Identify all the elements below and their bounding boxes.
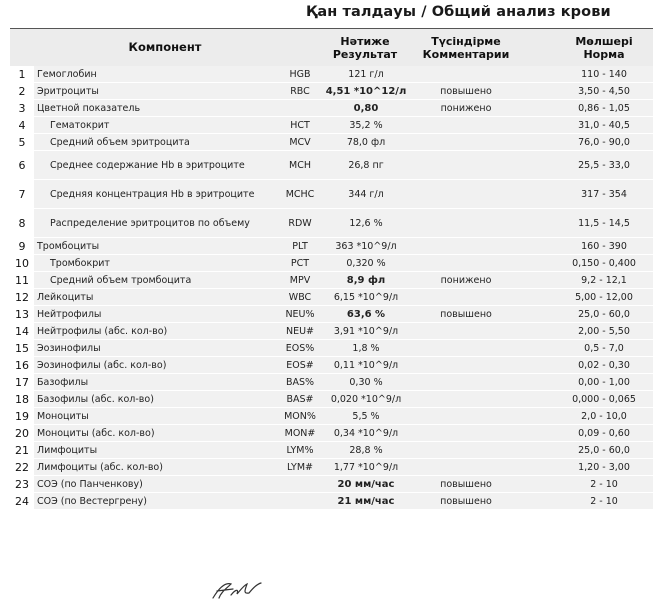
component-name: Тромбокрит bbox=[50, 257, 110, 269]
norm-range: 11,5 - 14,5 bbox=[578, 217, 630, 229]
comment bbox=[414, 289, 518, 305]
result-value: 63,6 % bbox=[346, 308, 386, 320]
component-code: NEU# bbox=[285, 325, 315, 337]
norm-range: 0,5 - 7,0 bbox=[584, 342, 624, 354]
table-row bbox=[10, 323, 653, 340]
row-number: 7 bbox=[10, 180, 34, 208]
component-code: RBC bbox=[290, 85, 310, 97]
component-code: MPV bbox=[289, 274, 311, 286]
comment bbox=[414, 209, 518, 237]
header-norm bbox=[558, 29, 650, 66]
result-value: 5,5 % bbox=[352, 410, 380, 422]
result-value: 78,0 фл bbox=[346, 136, 386, 148]
result-value: 0,34 *10^9/л bbox=[333, 427, 399, 439]
norm-range: 9,2 - 12,1 bbox=[581, 274, 627, 286]
comment bbox=[414, 391, 518, 407]
comment bbox=[414, 357, 518, 373]
component-name: Средний объем эритроцита bbox=[50, 136, 190, 148]
component-code: PCT bbox=[290, 257, 310, 269]
component-code: NEU% bbox=[285, 308, 315, 320]
component-name: Эозинофилы bbox=[37, 342, 101, 354]
comment: повышено bbox=[440, 308, 492, 320]
result-value: 0,11 *10^9/л bbox=[333, 359, 399, 371]
table-row bbox=[10, 340, 653, 357]
component-name: СОЭ (по Панченкову) bbox=[37, 478, 143, 490]
component-name: Базофилы (абс. кол-во) bbox=[37, 393, 154, 405]
component-name: Нейтрофилы (абс. кол-во) bbox=[37, 325, 168, 337]
component-name: Средняя концентрация Hb в эритроците bbox=[50, 188, 255, 200]
row-number: 22 bbox=[10, 459, 34, 475]
comment: понижено bbox=[440, 274, 492, 286]
result-value: 6,15 *10^9/л bbox=[333, 291, 399, 303]
table-row bbox=[10, 493, 653, 510]
row-number: 9 bbox=[10, 238, 34, 254]
comment bbox=[414, 340, 518, 356]
component-name: Эозинофилы (абс. кол-во) bbox=[37, 359, 167, 371]
row-number: 12 bbox=[10, 289, 34, 305]
component-name: Среднее содержание Hb в эритроците bbox=[50, 159, 245, 171]
row-number: 2 bbox=[10, 83, 34, 99]
comment bbox=[414, 180, 518, 208]
result-value: 344 г/л bbox=[348, 188, 384, 200]
norm-range: 2,0 - 10,0 bbox=[581, 410, 627, 422]
row-number: 3 bbox=[10, 100, 34, 116]
table-row bbox=[10, 238, 653, 255]
table-row bbox=[10, 255, 653, 272]
result-value: 26,8 пг bbox=[348, 159, 384, 171]
component-name: Базофилы bbox=[37, 376, 89, 388]
norm-range: 25,5 - 33,0 bbox=[578, 159, 630, 171]
component-code: MON% bbox=[284, 410, 316, 422]
row-number: 19 bbox=[10, 408, 34, 424]
row-number: 17 bbox=[10, 374, 34, 390]
norm-range: 0,09 - 0,60 bbox=[578, 427, 630, 439]
comment bbox=[414, 323, 518, 339]
result-value: 363 *10^9/л bbox=[335, 240, 397, 252]
result-value: 21 мм/час bbox=[337, 495, 395, 507]
signature bbox=[205, 580, 275, 600]
row-number: 20 bbox=[10, 425, 34, 441]
row-number: 15 bbox=[10, 340, 34, 356]
component-name: Нейтрофилы bbox=[37, 308, 102, 320]
component-code: BAS# bbox=[286, 393, 314, 405]
comment bbox=[414, 117, 518, 133]
result-value: 121 г/л bbox=[348, 68, 384, 80]
header-component bbox=[10, 29, 320, 66]
component-name: Лейкоциты bbox=[37, 291, 94, 303]
table-header bbox=[10, 28, 653, 67]
component-name: Лимфоциты (абс. кол-во) bbox=[37, 461, 163, 473]
norm-range: 0,000 - 0,065 bbox=[572, 393, 636, 405]
row-number: 4 bbox=[10, 117, 34, 133]
component-name: СОЭ (по Вестергрену) bbox=[37, 495, 147, 507]
component-code: WBC bbox=[288, 291, 312, 303]
table-row bbox=[10, 180, 653, 209]
table-row bbox=[10, 391, 653, 408]
component-code bbox=[270, 476, 330, 492]
component-code bbox=[270, 100, 330, 116]
component-code: HGB bbox=[289, 68, 311, 80]
norm-range: 2,00 - 5,50 bbox=[578, 325, 630, 337]
result-value: 8,9 фл bbox=[346, 274, 386, 286]
table-row bbox=[10, 408, 653, 425]
page-title: Қан талдауы / Общий анализ крови bbox=[306, 4, 611, 20]
comment bbox=[414, 134, 518, 150]
comment: понижено bbox=[440, 102, 492, 114]
component-code: MON# bbox=[284, 427, 316, 439]
row-number: 11 bbox=[10, 272, 34, 288]
norm-range: 25,0 - 60,0 bbox=[578, 444, 630, 456]
header-result-kz: Нәтиже bbox=[340, 34, 390, 48]
component-code: PLT bbox=[292, 240, 308, 252]
component-name: Распределение эритроцитов по объему bbox=[50, 217, 250, 229]
comment bbox=[414, 255, 518, 271]
norm-range: 31,0 - 40,5 bbox=[578, 119, 630, 131]
comment: повышено bbox=[440, 85, 492, 97]
table-row bbox=[10, 272, 653, 289]
result-value: 3,91 *10^9/л bbox=[333, 325, 399, 337]
table-row bbox=[10, 289, 653, 306]
norm-range: 76,0 - 90,0 bbox=[578, 136, 630, 148]
result-value: 28,8 % bbox=[349, 444, 383, 456]
norm-range: 110 - 140 bbox=[581, 68, 627, 80]
results-table bbox=[10, 66, 653, 510]
result-value: 0,020 *10^9/л bbox=[330, 393, 402, 405]
row-number: 1 bbox=[10, 66, 34, 82]
result-value: 1,77 *10^9/л bbox=[333, 461, 399, 473]
norm-range: 2 - 10 bbox=[590, 495, 618, 507]
table-row bbox=[10, 476, 653, 493]
table-row bbox=[10, 100, 653, 117]
table-row bbox=[10, 425, 653, 442]
result-value: 12,6 % bbox=[349, 217, 383, 229]
norm-range: 25,0 - 60,0 bbox=[578, 308, 630, 320]
row-number: 6 bbox=[10, 151, 34, 179]
result-value: 1,8 % bbox=[352, 342, 380, 354]
row-number: 8 bbox=[10, 209, 34, 237]
comment: повышено bbox=[440, 478, 492, 490]
table-row bbox=[10, 357, 653, 374]
norm-range: 2 - 10 bbox=[590, 478, 618, 490]
component-code: MCH bbox=[289, 159, 311, 171]
result-value: 0,30 % bbox=[349, 376, 383, 388]
component-code: EOS# bbox=[286, 359, 314, 371]
comment bbox=[414, 238, 518, 254]
norm-range: 0,150 - 0,400 bbox=[572, 257, 636, 269]
comment: повышено bbox=[440, 495, 492, 507]
norm-range: 5,00 - 12,00 bbox=[575, 291, 633, 303]
header-comment-ru: Комментарии bbox=[422, 47, 510, 61]
component-name: Моноциты (абс. кол-во) bbox=[37, 427, 155, 439]
norm-range: 0,02 - 0,30 bbox=[578, 359, 630, 371]
header-comment-kz: Түсіндірме bbox=[431, 34, 501, 48]
row-number: 5 bbox=[10, 134, 34, 150]
table-row bbox=[10, 66, 653, 83]
component-name: Средний объем тромбоцита bbox=[50, 274, 192, 286]
component-name: Гемоглобин bbox=[37, 68, 97, 80]
comment bbox=[414, 374, 518, 390]
component-name: Цветной показатель bbox=[37, 102, 141, 114]
row-number: 24 bbox=[10, 493, 34, 509]
component-name: Моноциты bbox=[37, 410, 89, 422]
norm-range: 0,86 - 1,05 bbox=[578, 102, 630, 114]
norm-range: 160 - 390 bbox=[581, 240, 627, 252]
result-value: 35,2 % bbox=[349, 119, 383, 131]
norm-range: 317 - 354 bbox=[581, 188, 627, 200]
result-value: 20 мм/час bbox=[337, 478, 395, 490]
row-number: 16 bbox=[10, 357, 34, 373]
component-code: LYM# bbox=[287, 461, 313, 473]
table-row bbox=[10, 374, 653, 391]
component-name: Гематокрит bbox=[50, 119, 110, 131]
component-name: Эритроциты bbox=[37, 85, 99, 97]
table-row bbox=[10, 209, 653, 238]
component-code: MCHC bbox=[285, 188, 315, 200]
table-row bbox=[10, 134, 653, 151]
row-number: 21 bbox=[10, 442, 34, 458]
component-code: RDW bbox=[288, 217, 312, 229]
table-row bbox=[10, 83, 653, 100]
comment bbox=[414, 425, 518, 441]
table-row bbox=[10, 151, 653, 180]
header-norm-kz: Мөлшері bbox=[575, 34, 633, 48]
component-code: LYM% bbox=[286, 444, 314, 456]
norm-range: 3,50 - 4,50 bbox=[578, 85, 630, 97]
comment bbox=[414, 151, 518, 179]
component-code: MCV bbox=[289, 136, 311, 148]
table-row bbox=[10, 306, 653, 323]
header-comment bbox=[414, 29, 518, 66]
result-value: 0,80 bbox=[353, 102, 379, 114]
result-value: 0,320 % bbox=[346, 257, 386, 269]
norm-range: 1,20 - 3,00 bbox=[578, 461, 630, 473]
comment bbox=[414, 66, 518, 82]
header-norm-ru: Норма bbox=[583, 47, 625, 61]
comment bbox=[414, 408, 518, 424]
comment bbox=[414, 442, 518, 458]
result-value: 4,51 *10^12/л bbox=[325, 85, 407, 97]
component-code: EOS% bbox=[285, 342, 315, 354]
component-code: BAS% bbox=[285, 376, 315, 388]
component-code: HCT bbox=[290, 119, 310, 131]
header-component-label: Компонент bbox=[128, 40, 202, 54]
header-result-ru: Результат bbox=[332, 47, 398, 61]
row-number: 10 bbox=[10, 255, 34, 271]
row-number: 13 bbox=[10, 306, 34, 322]
norm-range: 0,00 - 1,00 bbox=[578, 376, 630, 388]
comment bbox=[414, 459, 518, 475]
row-number: 18 bbox=[10, 391, 34, 407]
table-row bbox=[10, 117, 653, 134]
row-number: 14 bbox=[10, 323, 34, 339]
component-code bbox=[270, 493, 330, 509]
header-result bbox=[322, 29, 408, 66]
component-name: Тромбоциты bbox=[37, 240, 100, 252]
row-number: 23 bbox=[10, 476, 34, 492]
table-row bbox=[10, 459, 653, 476]
component-name: Лимфоциты bbox=[37, 444, 98, 456]
table-row bbox=[10, 442, 653, 459]
